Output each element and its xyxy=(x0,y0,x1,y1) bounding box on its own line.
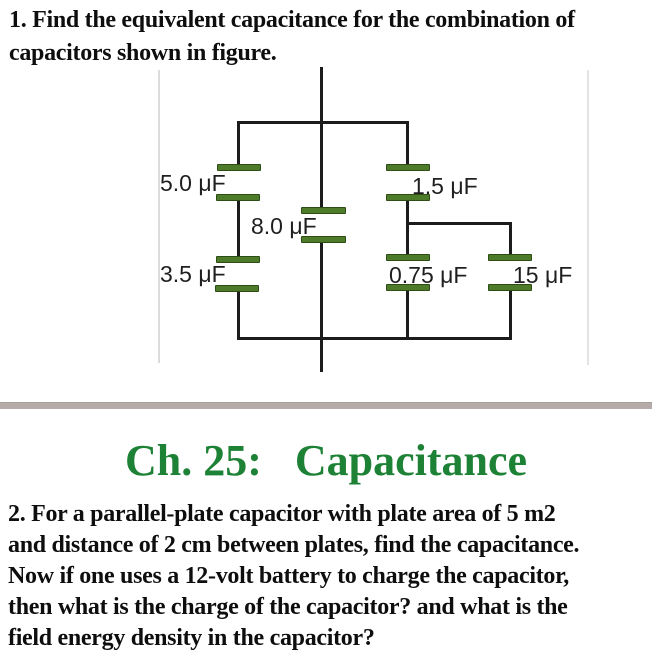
problem-1-line-1: 1. Find the equivalent capacitance for the combination of xyxy=(9,7,575,33)
wire-15uF-lower xyxy=(509,291,512,340)
capacitor-label-1-5uF: 1.5 μF xyxy=(412,173,478,199)
capacitor-0-75uF-top-plate xyxy=(386,254,430,261)
wire-junction-bus xyxy=(406,222,512,225)
wire-right-branch-upper xyxy=(406,121,409,166)
chapter-title: Ch. 25: Capacitance xyxy=(124,436,528,485)
wire-top-bus xyxy=(237,121,409,124)
capacitor-label-15uF: 15 μF xyxy=(513,262,573,288)
capacitor-15uF-top-plate xyxy=(488,254,532,261)
wire-left-branch-upper xyxy=(237,121,240,166)
capacitor-label-3-5uF: 3.5 μF xyxy=(160,261,226,287)
problem-2-line-4: then what is the charge of the capacitor? and what is the xyxy=(8,594,568,620)
wire-bottom-bus xyxy=(237,337,512,340)
problem-1-line-2: capacitors shown in figure. xyxy=(9,40,277,66)
wire-center-bottom xyxy=(320,243,323,372)
capacitor-label-0-75uF: 0.75 μF xyxy=(389,262,468,288)
capacitor-label-5uF: 5.0 μF xyxy=(160,170,226,196)
capacitor-1-5uF-top-plate xyxy=(386,164,430,171)
problem-2-line-3: Now if one uses a 12-volt battery to charge the capacitor, xyxy=(8,563,569,589)
figure-right-border xyxy=(587,70,589,365)
wire-15uF-upper xyxy=(509,225,512,256)
figure-left-border xyxy=(158,70,160,363)
problem-2-text xyxy=(8,499,579,654)
problem-2-line-1: 2. For a parallel-plate capacitor with plate area of 5 m2 xyxy=(8,501,556,527)
section-divider xyxy=(0,402,652,409)
wire-left-branch-middle xyxy=(237,201,240,257)
wire-center-top xyxy=(320,67,323,210)
capacitor-label-8uF: 8.0 μF xyxy=(251,213,317,239)
problem-2-line-5: field energy density in the capacitor? xyxy=(8,625,375,651)
problem-2-line-2: and distance of 2 cm between plates, find the capacitance. xyxy=(8,532,580,558)
wire-0-75uF-upper xyxy=(406,225,409,256)
wire-left-branch-lower xyxy=(237,292,240,340)
wire-0-75uF-lower xyxy=(406,291,409,340)
